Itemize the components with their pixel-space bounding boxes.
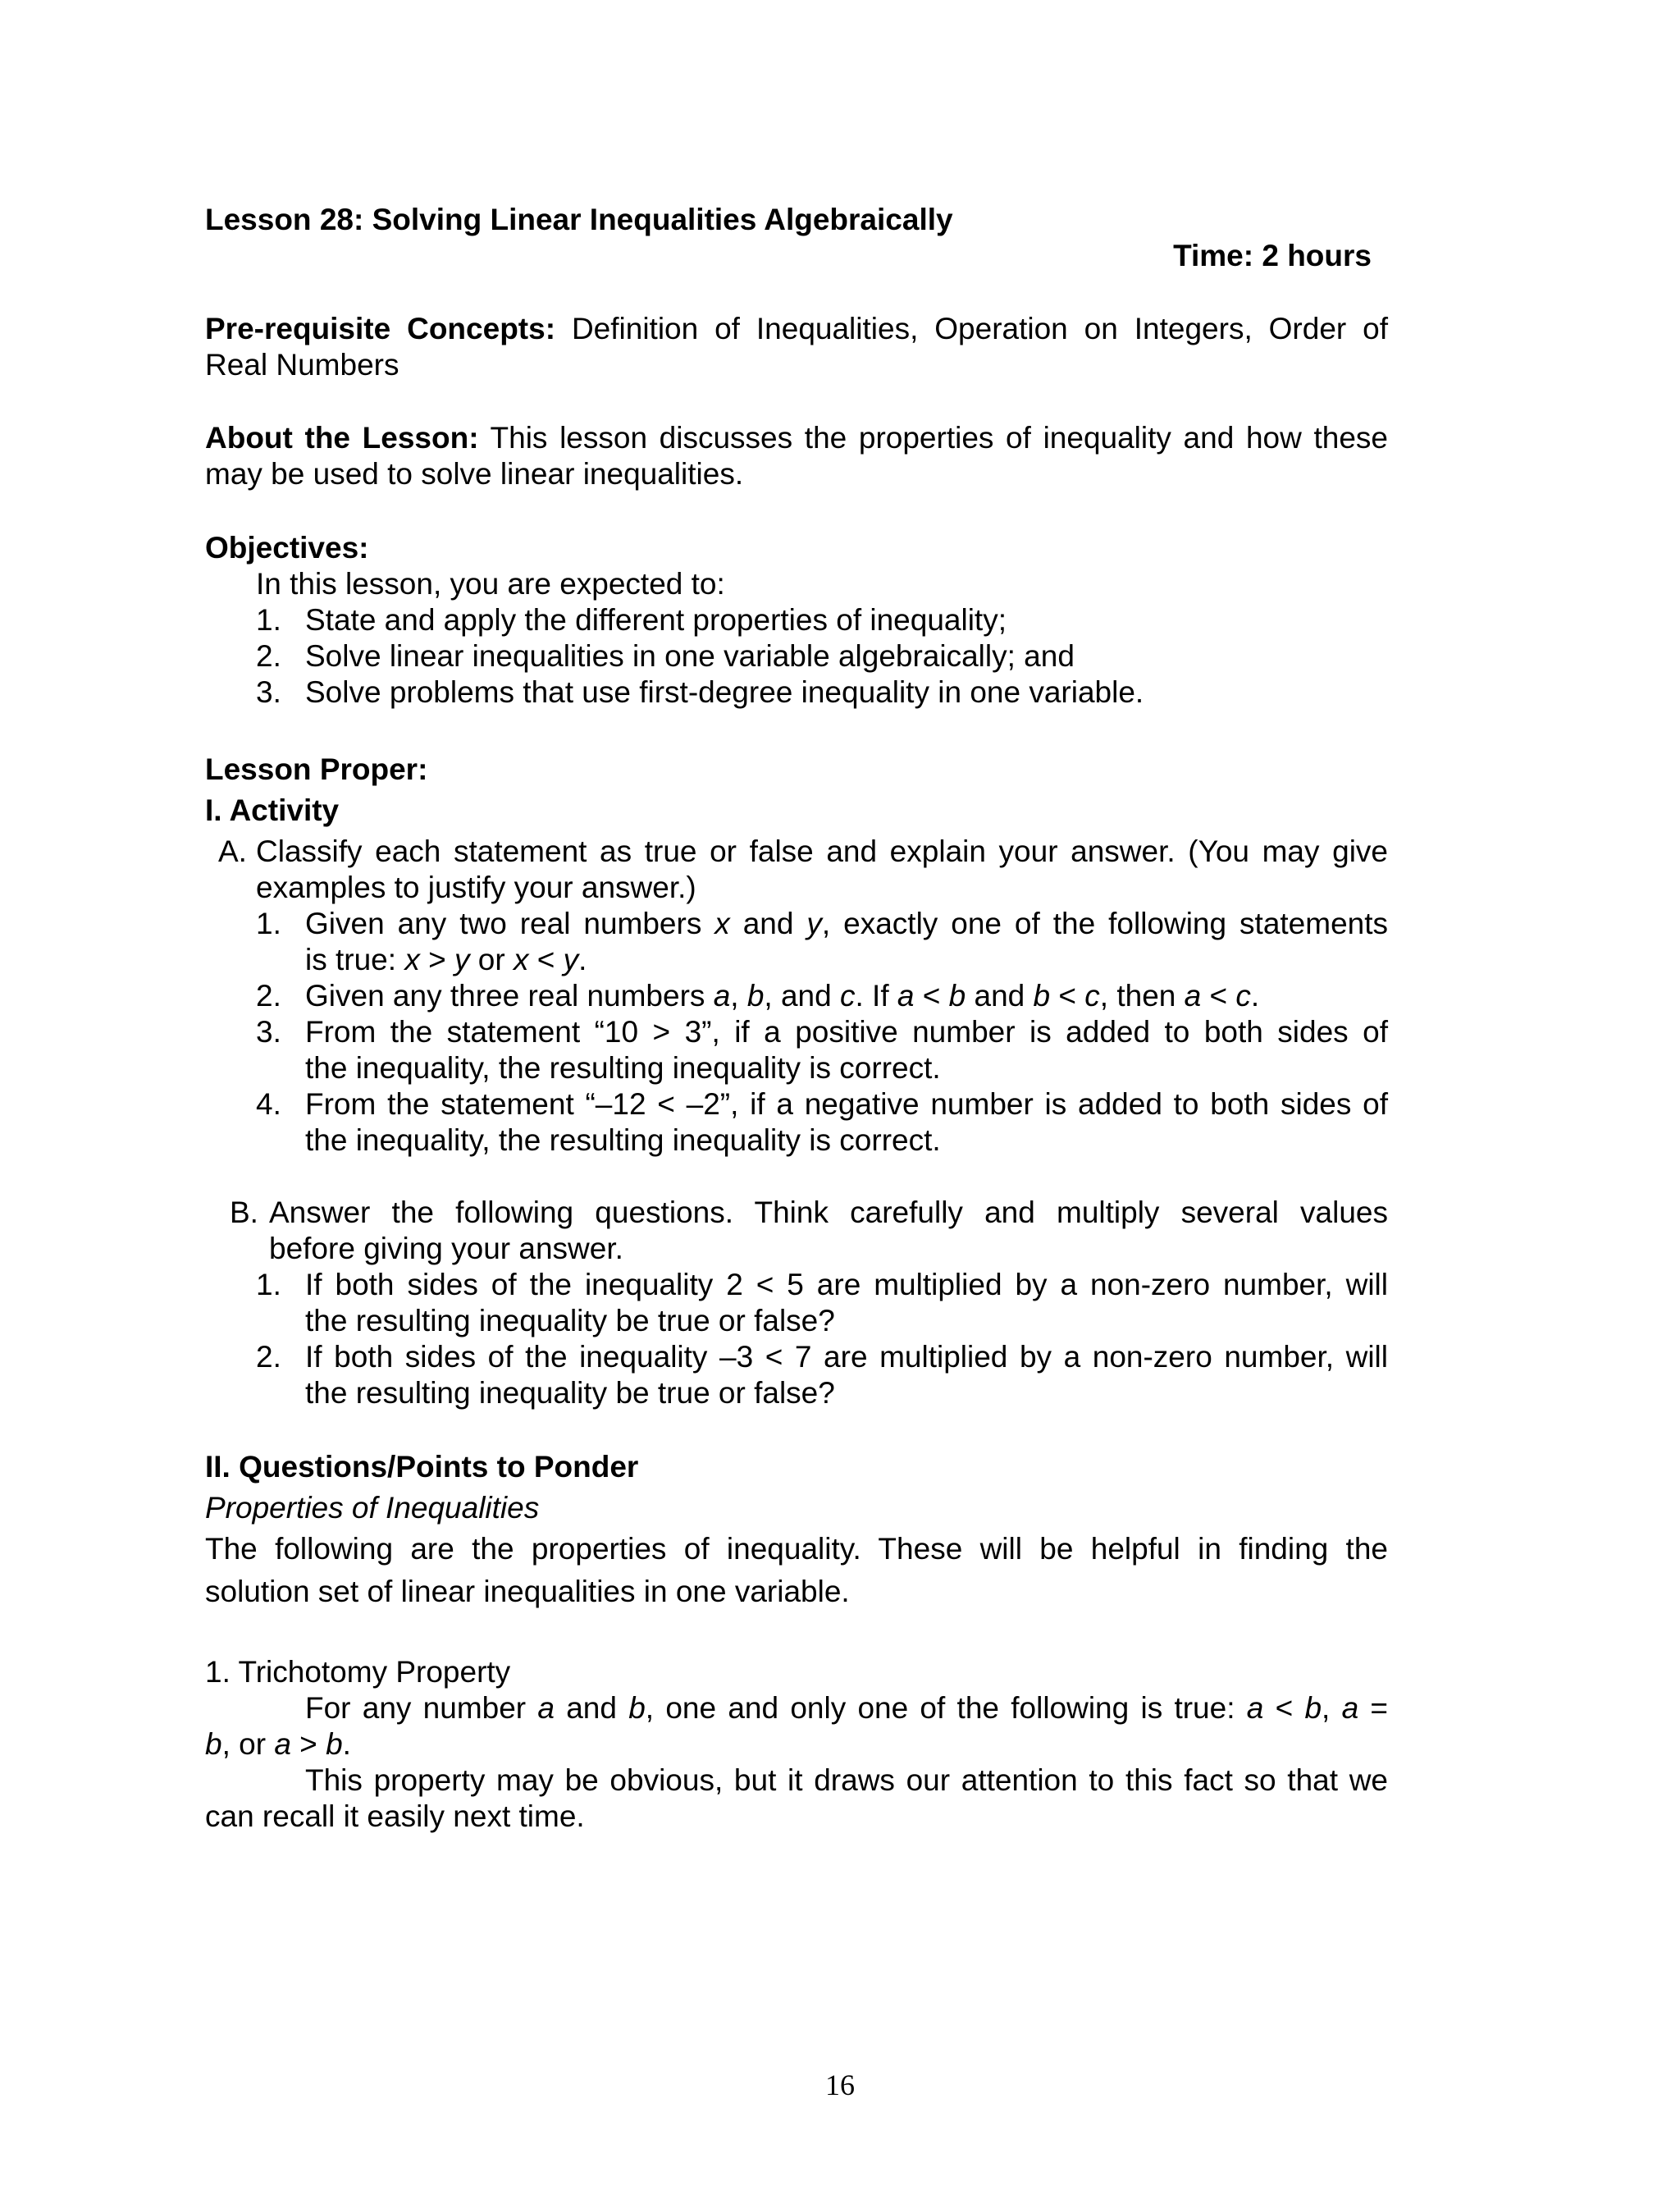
part-b-item-2-line-2: the resulting inequality be true or false? <box>305 1376 835 1410</box>
about-label: About the Lesson: <box>205 421 479 455</box>
part-b-item-1-line-2: the resulting inequality be true or false? <box>305 1304 835 1337</box>
part-b-line-2: before giving your answer. <box>269 1232 623 1265</box>
about-line-2: may be used to solve linear inequalities. <box>205 457 744 491</box>
trichotomy-title: 1. Trichotomy Property <box>205 1655 511 1689</box>
ponder-intro-line-2: solution set of linear inequalities in one variable. <box>205 1575 850 1608</box>
objective-item: 1. State and apply the different properties of inequality; <box>256 603 1007 637</box>
ponder-intro-line-1: The following are the properties of inequality. These will be helpful in finding the <box>205 1532 1388 1566</box>
part-a-item-4-line-2: the inequality, the resulting inequality is correct. <box>305 1123 941 1157</box>
part-a-item-1-line-1: Given any two real numbers x and y, exactly one of the following statements <box>305 907 1389 940</box>
part-b-item-number: 1. <box>256 1268 281 1301</box>
part-a-line-2: examples to justify your answer.) <box>256 871 696 904</box>
part-a-letter: A. <box>218 834 247 868</box>
prerequisite-line-2: Real Numbers <box>205 348 399 382</box>
part-a-item-2-line-1: Given any three real numbers a, b, and c. If a < b and b < c, then a < c. <box>305 979 1260 1013</box>
part-b-item-1-line-1: If both sides of the inequality 2 < 5 are multiplied by a non-zero number, will <box>305 1268 1388 1301</box>
part-b-item-2-line-1: If both sides of the inequality –3 < 7 are multiplied by a non-zero number, will <box>305 1340 1388 1374</box>
objectives-heading: Objectives: <box>205 531 369 565</box>
trichotomy-p2-line-1: This property may be obvious, but it draws our attention to this fact so that we <box>305 1763 1388 1797</box>
part-a-item-number: 4. <box>256 1087 281 1121</box>
part-a-item-1-line-2: is true: x > y or x < y. <box>305 943 587 976</box>
part-a-item-3-line-1: From the statement “10 > 3”, if a positive number is added to both sides of <box>305 1015 1388 1049</box>
lesson-title: Lesson 28: Solving Linear Inequalities Algebraically <box>205 203 953 236</box>
activity-heading: I. Activity <box>205 793 340 827</box>
trichotomy-p1-line-2: b, or a > b. <box>205 1727 351 1761</box>
part-a-item-4-line-1: From the statement “–12 < –2”, if a negative number is added to both sides of <box>305 1087 1388 1121</box>
part-a-line-1: Classify each statement as true or false and explain your answer. (You may give <box>256 834 1388 868</box>
page-number: 16 <box>825 2069 855 2101</box>
part-a-item-3-line-2: the inequality, the resulting inequality is correct. <box>305 1051 941 1085</box>
prerequisite-text: Definition of Inequalities, Operation on Integers, Order of <box>571 312 1388 345</box>
part-b-item-number: 2. <box>256 1340 281 1374</box>
prerequisite-label: Pre-requisite Concepts: <box>205 312 556 345</box>
about-text: This lesson discusses the properties of inequality and how these <box>490 421 1388 455</box>
objective-item: 2. Solve linear inequalities in one variable algebraically; and <box>256 639 1075 673</box>
objectives-intro: In this lesson, you are expected to: <box>256 567 725 601</box>
ponder-heading: II. Questions/Points to Ponder <box>205 1450 639 1484</box>
lesson-time: Time: 2 hours <box>1173 239 1372 272</box>
part-a-item-number: 2. <box>256 979 281 1013</box>
part-b-line-1: Answer the following questions. Think carefully and multiply several values <box>269 1196 1388 1229</box>
prerequisite-line-1 <box>205 311 1388 347</box>
trichotomy-p1-line-1: For any number a and b, one and only one of the following is true: a < b, a = <box>305 1691 1389 1725</box>
lesson-proper-heading: Lesson Proper: <box>205 752 428 786</box>
about-line-1 <box>205 420 1388 456</box>
properties-subheading: Properties of Inequalities <box>205 1491 540 1525</box>
part-a-item-number: 3. <box>256 1015 281 1049</box>
part-a-item-number: 1. <box>256 907 281 940</box>
objective-item: 3. Solve problems that use first-degree inequality in one variable. <box>256 675 1144 709</box>
part-b-letter: B. <box>230 1196 258 1229</box>
trichotomy-p2-line-2: can recall it easily next time. <box>205 1799 585 1833</box>
